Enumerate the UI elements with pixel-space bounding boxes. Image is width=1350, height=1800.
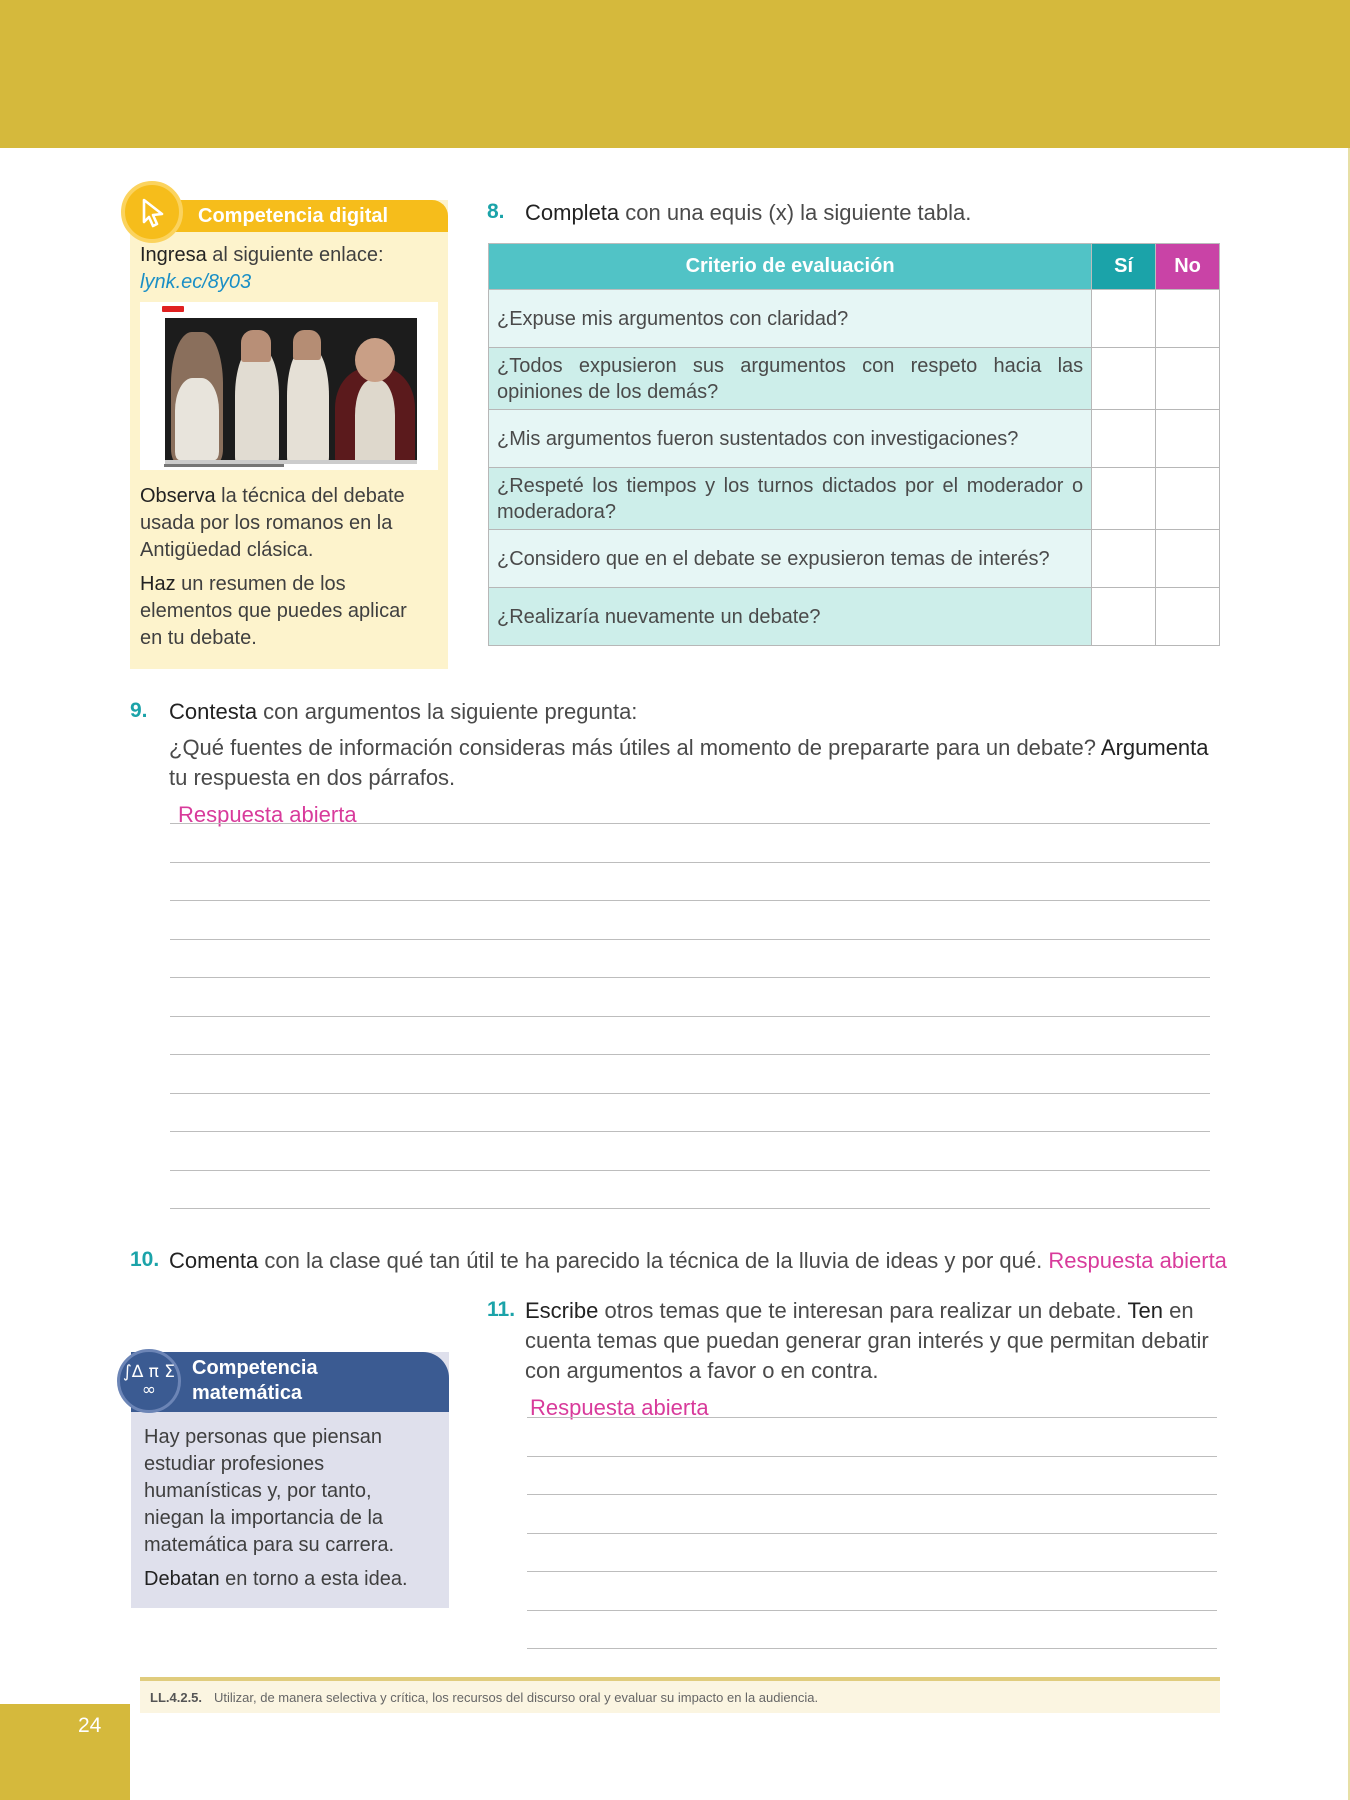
question-9-rest2: tu respuesta en dos párrafos. xyxy=(169,765,456,790)
question-11-rest: otros temas que te interesan para realizar un debate. xyxy=(598,1298,1128,1323)
question-11-rest2: en cuenta temas que puedan generar gran interés y que permitan debatir con argumentos a favor o en contra. xyxy=(525,1298,1209,1383)
cursor-icon xyxy=(121,181,183,243)
question-11-answer-lines[interactable] xyxy=(527,1417,1217,1649)
no-checkbox-cell[interactable] xyxy=(1156,290,1220,348)
debatan-text xyxy=(144,1566,434,1593)
competencia-digital-box xyxy=(130,200,448,669)
si-checkbox-cell[interactable] xyxy=(1092,410,1156,468)
no-checkbox-cell[interactable] xyxy=(1156,468,1220,530)
question-11-answer: Respuesta abierta xyxy=(530,1395,709,1420)
standard-code: LL.4.2.5. xyxy=(150,1690,203,1705)
competencia-digital-title: Competencia digital xyxy=(198,205,389,227)
question-8-verb: Completa xyxy=(525,200,620,225)
ingresa-verb: Ingresa xyxy=(140,244,207,266)
criterion-cell: ¿Todos expusieron sus argumentos con respeto hacia las opiniones de los demás? xyxy=(489,348,1092,410)
question-11-verb: Escribe xyxy=(525,1298,599,1323)
math-symbols-icon: ∫∆ π Σ ∞ xyxy=(117,1349,181,1413)
video-caption xyxy=(164,464,284,467)
header-criterio: Criterio de evaluación xyxy=(489,244,1092,290)
question-10-rest: con la clase qué tan útil te ha parecido la técnica de la lluvia de ideas y por qué. xyxy=(258,1248,1043,1273)
si-checkbox-cell[interactable] xyxy=(1092,290,1156,348)
youtube-logo-icon xyxy=(162,306,184,312)
haz-rest: un resumen de los elementos que puedes aplicar en tu debate. xyxy=(140,573,407,649)
no-checkbox-cell[interactable] xyxy=(1156,348,1220,410)
header-no: No xyxy=(1156,244,1220,290)
haz-text xyxy=(140,571,430,652)
evaluation-table xyxy=(488,243,1220,646)
table-row xyxy=(489,530,1220,588)
video-frame xyxy=(165,318,417,460)
header-si: Sí xyxy=(1092,244,1156,290)
question-9-verb: Contesta xyxy=(169,699,258,724)
question-11-text xyxy=(525,1296,1225,1386)
question-10-text xyxy=(169,1246,1339,1276)
question-8-text xyxy=(525,198,971,228)
debatan-rest: en torno a esta idea. xyxy=(219,1568,408,1590)
standard-description: Utilizar, de manera selectiva y crítica, los recursos del discurso oral y evaluar su impacto en la audiencia. xyxy=(214,1690,819,1705)
question-8-rest: con una equis (x) la siguiente tabla. xyxy=(619,200,972,225)
criterion-cell: ¿Realizaría nuevamente un debate? xyxy=(489,588,1092,646)
math-paragraph: Hay personas que piensan estudiar profesiones humanísticas y, por tanto, niegan la importancia de la matemática para su carrera. xyxy=(144,1426,395,1556)
curriculum-standard-bar xyxy=(140,1677,1220,1713)
question-9-verb2: Argumenta xyxy=(1100,735,1209,760)
no-checkbox-cell[interactable] xyxy=(1156,410,1220,468)
observa-verb: Observa xyxy=(140,485,216,507)
table-row xyxy=(489,588,1220,646)
question-9-answer-lines[interactable] xyxy=(170,823,1210,1209)
criterion-cell: ¿Mis argumentos fueron sustentados con investigaciones? xyxy=(489,410,1092,468)
table-row xyxy=(489,348,1220,410)
top-color-band xyxy=(0,0,1350,148)
question-9-number: 9. xyxy=(130,699,148,722)
table-row xyxy=(489,290,1220,348)
observa-text xyxy=(140,483,430,564)
question-10-verb: Comenta xyxy=(169,1248,259,1273)
table-row xyxy=(489,410,1220,468)
question-9-question: ¿Qué fuentes de información consideras más útiles al momento de prepararte para un debate? xyxy=(169,735,1096,760)
haz-verb: Haz xyxy=(140,573,176,595)
question-9-rest: con argumentos la siguiente pregunta: xyxy=(257,699,638,724)
debatan-verb: Debatan xyxy=(144,1568,220,1590)
criterion-cell: ¿Respeté los tiempos y los turnos dictados por el moderador o moderadora? xyxy=(489,468,1092,530)
si-checkbox-cell[interactable] xyxy=(1092,348,1156,410)
question-10-answer: Respuesta abierta xyxy=(1048,1248,1227,1273)
table-row xyxy=(489,468,1220,530)
competencia-matematica-title: Competencia matemática xyxy=(192,1357,318,1404)
question-11-number: 11. xyxy=(487,1298,516,1321)
question-11-verb2: Ten xyxy=(1127,1298,1163,1323)
ingresa-rest: al siguiente enlace: xyxy=(206,244,384,266)
ingresa-text xyxy=(140,242,440,296)
question-9-prompt xyxy=(169,733,1224,793)
page-number: 24 xyxy=(78,1714,102,1737)
video-link[interactable]: lynk.ec/8y03 xyxy=(140,271,252,293)
question-9-text xyxy=(169,697,637,727)
no-checkbox-cell[interactable] xyxy=(1156,530,1220,588)
si-checkbox-cell[interactable] xyxy=(1092,530,1156,588)
si-checkbox-cell[interactable] xyxy=(1092,588,1156,646)
question-9-answer: Respuesta abierta xyxy=(178,802,357,827)
question-8-number: 8. xyxy=(487,200,505,223)
si-checkbox-cell[interactable] xyxy=(1092,468,1156,530)
question-10-number: 10. xyxy=(130,1248,160,1271)
video-thumbnail[interactable] xyxy=(140,302,438,470)
page-number-tab xyxy=(0,1704,130,1800)
no-checkbox-cell[interactable] xyxy=(1156,588,1220,646)
observa-rest: la técnica del debate usada por los romanos en la Antigüedad clásica. xyxy=(140,485,405,561)
criterion-cell: ¿Expuse mis argumentos con claridad? xyxy=(489,290,1092,348)
criterion-cell: ¿Considero que en el debate se expusieron temas de interés? xyxy=(489,530,1092,588)
video-topbar xyxy=(160,305,400,313)
